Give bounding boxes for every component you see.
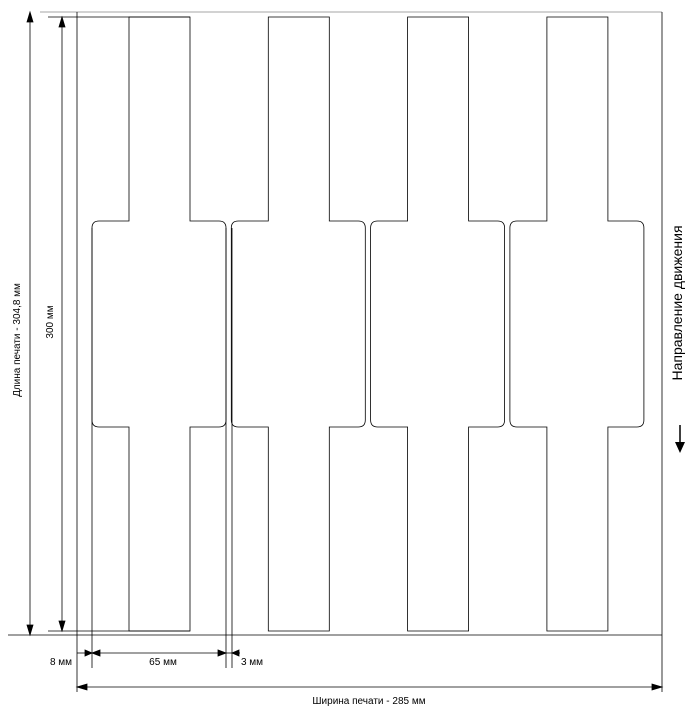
direction-label: Направление движения bbox=[669, 225, 685, 381]
print-length-dimension bbox=[27, 12, 33, 635]
label-outline-1 bbox=[92, 17, 226, 631]
print-width-label: Ширина печати - 285 мм bbox=[312, 696, 426, 707]
label-height-dimension bbox=[59, 17, 65, 631]
label-width-arrow-left bbox=[92, 650, 100, 656]
gap-label: 3 мм bbox=[240, 657, 264, 668]
label-shapes bbox=[92, 17, 644, 631]
print-length-arrow-top bbox=[27, 12, 33, 22]
print-length-arrow-bottom bbox=[27, 625, 33, 635]
direction-arrow-icon bbox=[675, 425, 685, 453]
left-margin-label: 8 мм bbox=[49, 657, 73, 668]
label-width-label: 65 мм bbox=[149, 657, 177, 668]
small-width-dimensions bbox=[77, 650, 240, 656]
gap-arrow bbox=[232, 650, 239, 656]
print-width-dimension bbox=[77, 684, 662, 690]
width-extension-lines bbox=[92, 228, 232, 668]
print-area-frame bbox=[8, 12, 662, 692]
print-width-arrow-right bbox=[652, 684, 662, 690]
label-outline-3 bbox=[371, 17, 505, 631]
label-height-label: 300 мм bbox=[45, 305, 56, 339]
label-width-arrow-right bbox=[218, 650, 226, 656]
print-width-arrow-left bbox=[77, 684, 87, 690]
label-height-arrow-bottom bbox=[59, 621, 65, 631]
label-height-arrow-top bbox=[59, 17, 65, 27]
label-outline-2 bbox=[231, 17, 365, 631]
print-length-label: Длина печати - 304,8 мм bbox=[12, 283, 23, 397]
label-outline-4 bbox=[510, 17, 644, 631]
